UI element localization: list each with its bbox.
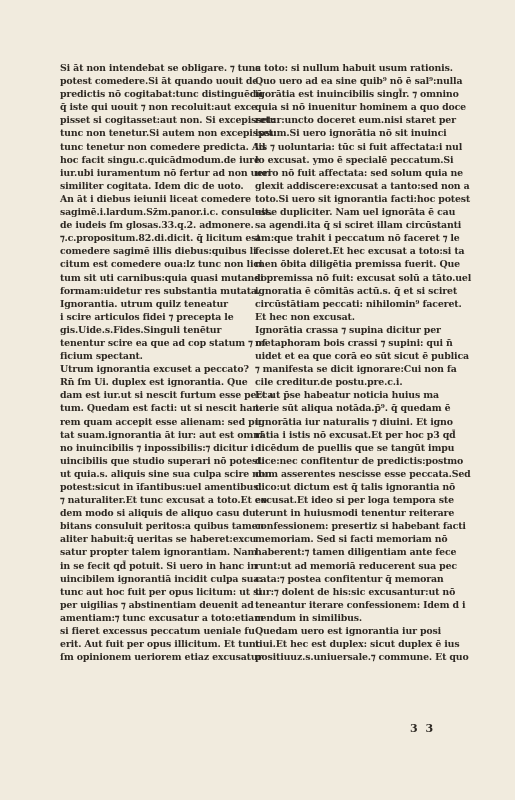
- text-line: formam:uidetur res substantia mutata.: [60, 285, 260, 297]
- text-line: haberent:⁊ tamen diligentiam ante fece: [255, 547, 457, 559]
- text-line: toto.Si uero sit ignorantia facti:hoc potest: [255, 193, 471, 205]
- text-line: terunt in huiusmodi tenentur reiterare: [255, 508, 455, 520]
- text-line: similiter cogitata. Idem dic de uoto.: [60, 180, 244, 192]
- folio-number: 3 3: [410, 722, 436, 735]
- text-line: fecisse doleret.Et hec excusat a toto:si ta: [255, 246, 465, 258]
- text-line: memoriam. Sed si facti memoriam nō: [255, 534, 448, 546]
- text-line: tiui.Et hec est duplex: sicut duplex ē ius: [255, 639, 460, 651]
- text-line: tum sit uti carnibus:quia quasi mutando: [60, 272, 267, 284]
- text-line: An āt i diebus ieiunii liceat comedere: [60, 193, 251, 205]
- text-line: metaphoram bois crassi ⁊ supini: qui n̄: [255, 337, 453, 349]
- text-line: dem modo si aliquis de aliquo casu du: [60, 508, 256, 520]
- text-line: esse dupliciter. Nam uel ignorāta ē cau: [255, 207, 456, 219]
- text-line: tur:⁊ dolent de his:sic excusantur:ut nō: [255, 586, 456, 598]
- text-line: comedere sagimē illis diebus:quibus li: [60, 246, 257, 258]
- text-line: ipsum.Si uero ignorātia nō sit inuinci: [255, 128, 447, 140]
- text-line: cata:⁊ postea confitentur q̄ memoran: [255, 573, 444, 585]
- text-line: amentiam:⁊ tunc excusatur a toto:etiam: [60, 612, 264, 624]
- text-line: dice:nec confitentur de predictis:postmo: [255, 455, 464, 467]
- text-line: tunc non tenetur.Si autem non excepisset:: [60, 128, 277, 140]
- text-line: rem quam accepit esse alienam: sed pu: [60, 416, 262, 428]
- text-line: dam est iur.ut si nescit furtum esse pecca: [60, 390, 274, 402]
- text-line: predictis nō cogitabat:tunc distinguēdū: [60, 89, 263, 101]
- text-line: tunc tenetur non comedere predicta. Ad: [60, 141, 266, 153]
- text-line: satur propter talem ignorantiam. Nam: [60, 547, 258, 559]
- text-line: Si āt non intendebat se obligare. ⁊ tunc: [60, 63, 261, 74]
- text-line: uidet et ea que corā eo sūt sicut ē publica: [255, 351, 469, 363]
- text-line: runt:ut ad memoriā reducerent sua pec: [255, 560, 457, 572]
- text-line: circūstātiam peccati: nihilomin⁹ faceret.: [255, 298, 462, 310]
- text-line: citum est comedere oua:lz tunc non lici: [60, 259, 263, 271]
- text-line: ficium spectant.: [60, 351, 143, 363]
- text-line: si fieret excessus peccatum ueniale fu: [60, 626, 255, 638]
- text-line: dico:ut dictum est q̄ talis ignorantia nō: [255, 482, 456, 493]
- text-line: Quedam uero est ignorantia iur posi: [255, 626, 442, 638]
- text-line: dum asserentes nescisse esse peccata.Sed: [255, 468, 471, 480]
- text-line: Utrum ignorantia excuset a peccato?: [60, 364, 249, 376]
- text-line: dicēdum de puellis que se tangūt impu: [255, 442, 455, 454]
- text-line: erit. Aut fuit per opus illicitum. Et tunc: [60, 639, 262, 651]
- text-line: sagimē.i.lardum.Sz̄m.panor.i.c. consuluit.: [60, 207, 273, 219]
- text-line: rātia i istis nō excusat.Et per hoc p3 qd̄: [255, 429, 456, 441]
- text-line: bitans consuluit peritos:a quibus tamen: [60, 521, 265, 533]
- text-line: per uigilias ⁊ abstinentiam deuenit ad: [60, 599, 254, 611]
- text-line: tunc aut hoc fuit per opus licitum: ut si: [60, 586, 262, 598]
- text-line: ſm opinionem ueriorem etiaz excusatur: [60, 652, 263, 664]
- text-line: glexit addiscere:excusat a tanto:sed non a: [255, 180, 470, 192]
- text-line: ut quia.s. aliquis sine sua culpa scire non: [60, 468, 272, 480]
- text-line: pisset si cogitasset:aut non. Si excepisset:: [60, 115, 275, 127]
- text-line: lo excusat. ymo ē specialē peccatum.Si: [255, 154, 454, 166]
- text-line: Quo uero ad ea sine quib⁹ nō ē sal⁹:nulla: [255, 76, 463, 88]
- text-line: ignorātia iur naturalis ⁊ diuini. Et igno: [255, 416, 453, 428]
- text-line: uincibilis que studio superari nō potest:: [60, 455, 265, 467]
- text-line: excusat.Et ideo si per loga tempora ste: [255, 495, 454, 507]
- text-line: men ōbita diligētia premissa fuerit. Que: [255, 259, 460, 271]
- text-line: ⁊ naturaliter.Et tunc excusat a toto.Et eo: [60, 495, 267, 507]
- text-line: Ignorantia. utrum quilz teneatur: [60, 298, 228, 310]
- text-line: terie sūt aliqua notāda.p̄⁹. q̄ quedam ē: [255, 403, 451, 415]
- text-line: positiuuz.s.uniuersale.⁊ commune. Et quo: [255, 652, 469, 664]
- text-line: potest comedere.Si āt quando uouit de: [60, 76, 259, 88]
- text-line: tenentur scire ea que ad cop statum ⁊ of: [60, 337, 266, 349]
- text-line: si premissa nō fuit: excusat solū a tāto.uel: [255, 272, 472, 284]
- text-line: aliter habuit:q̄ ueritas se haberet:excu: [60, 534, 257, 546]
- text-line: in se fecit qd̄ potuit. Si uero in hanc in: [60, 560, 258, 572]
- text-line: Rn̄ ſm Ui. duplex est ignorantia. Que: [60, 377, 248, 389]
- text-line: am:que trahit i peccatum nō faceret ⁊ le: [255, 233, 460, 245]
- text-line: Et ut p̄se habeatur noticia huius ma: [255, 390, 439, 402]
- text-line: cile creditur.de postu.pre.c.i.: [255, 377, 403, 389]
- text-line: ⁊ manifesta se dicit ignorare:Cui non fa: [255, 364, 457, 376]
- text-line: teneantur iterare confessionem: Idem d i: [255, 599, 466, 611]
- text-line: Et hec non excusat.: [255, 311, 355, 323]
- text-line: a toto: si nullum habuit usum rationis.: [255, 63, 453, 74]
- text-line: potest:sicut in īfantibus:uel amentibus:: [60, 482, 262, 493]
- text-line: ignoratia ē cōmitās actū.s. q̄ et si sciret: [255, 285, 458, 297]
- text-line: gis.Uide.s.Fides.Singuli tenētur: [60, 324, 222, 336]
- text-line: confessionem: presertiz si habebant facti: [255, 521, 466, 533]
- text-line: uincibilem ignorantiā incidit culpa sua:: [60, 573, 263, 585]
- text-line: q̄ iste qui uouit ⁊ non recoluit:aut exce: [60, 102, 257, 114]
- text-line: tum. Quedam est facti: ut si nescit hanc: [60, 403, 265, 415]
- left-text-column: [60, 62, 277, 664]
- text-line: retur:uncto doceret eum.nisi staret per: [255, 115, 456, 127]
- text-line: cendum in similibus.: [255, 612, 363, 624]
- right-text-column: [255, 62, 472, 664]
- text-line: Ignorātia crassa ⁊ supina dicitur per: [255, 324, 441, 336]
- text-line: igorātia est inuincibilis singl̄r. ⁊ omnino: [255, 89, 459, 101]
- text-line: uero nō fuit affectata: sed solum quia ne: [255, 167, 463, 179]
- text-line: quia si nō inuenitur hominem a quo doce: [255, 102, 466, 114]
- text-line: i scire articulos fidei ⁊ precepta le: [60, 311, 234, 323]
- text-line: lis ⁊ uoluntaria: tūc si fuit affectata:i nul: [255, 141, 463, 153]
- text-line: ⁊.c.propositum.82.di.dicit. q̄ licitum est: [60, 233, 261, 245]
- text-line: tat suam.ignorantia āt iur: aut est omni: [60, 429, 264, 441]
- text-line: sa agendi.ita q̄ si sciret illam circūstanti: [255, 220, 462, 232]
- text-line: de iudeis ſm glosas.33.q.2. admonere.: [60, 220, 254, 232]
- text-line: hoc facit singu.c.quicādmodum.de iure: [60, 154, 260, 166]
- text-line: iur.ubi iuramentum nō fertur ad non ueri: [60, 167, 272, 179]
- text-line: no inuincibilis ⁊ inpossibilis:⁊ dicitur i: [60, 442, 255, 454]
